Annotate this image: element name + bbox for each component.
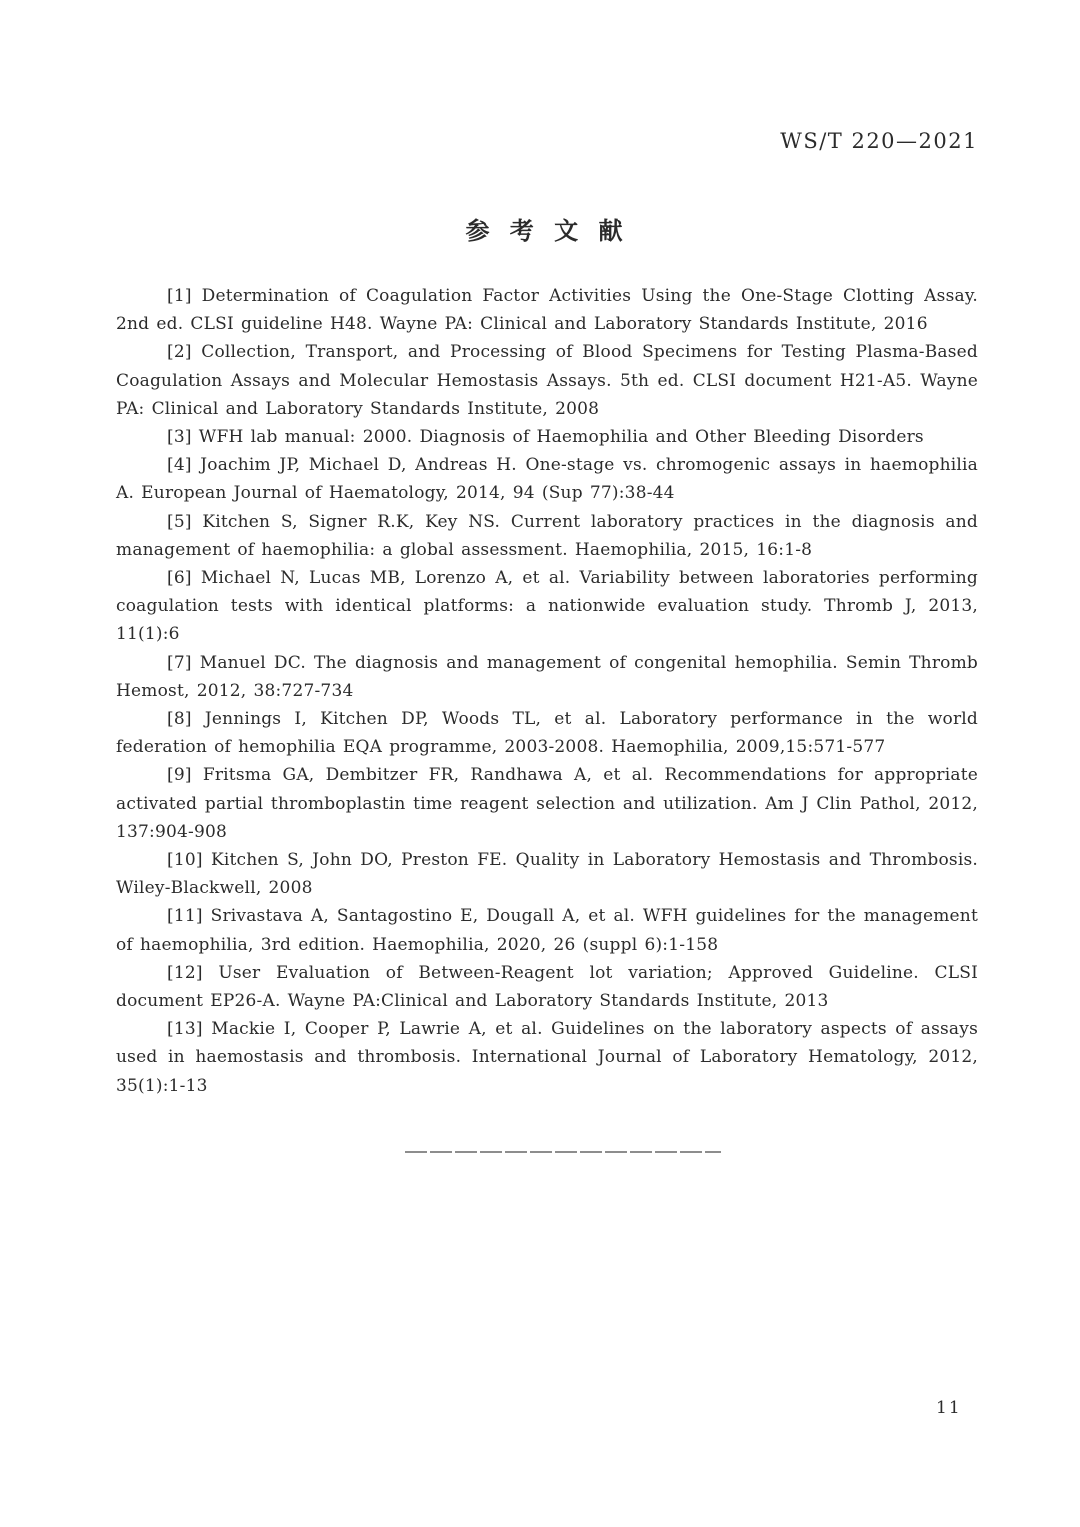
standard-number-header: WS/T 220—2021 <box>780 129 978 153</box>
reference-item: [2] Collection, Transport, and Processing of Blood Specimens for Testing Plasma-Based Coagulation Assays and Molecular Hemostasis Assays. 5th ed. CLSI document H21-A5. Wayne PA: Clinical and Laboratory Standards Institute, 2008 <box>116 342 978 419</box>
reference-item: [3] WFH lab manual: 2000. Diagnosis of Haemophilia and Other Bleeding Disorders <box>167 427 924 448</box>
references-list <box>116 282 978 1100</box>
reference-item: [5] Kitchen S, Signer R.K, Key NS. Current laboratory practices in the diagnosis and management of haemophilia: a global assessment. Haemophilia, 2015, 16:1-8 <box>116 511 978 560</box>
reference-item: [7] Manuel DC. The diagnosis and management of congenital hemophilia. Semin Thromb Hemost, 2012, 38:727-734 <box>116 652 978 701</box>
reference-item: [13] Mackie I, Cooper P, Lawrie A, et al. Guidelines on the laboratory aspects of assays used in haemostasis and thrombosis. International Journal of Laboratory Hematology, 2012, 35(1):1-13 <box>116 1019 978 1096</box>
reference-item: [10] Kitchen S, John DO, Preston FE. Quality in Laboratory Hemostasis and Thrombosis. Wiley-Blackwell, 2008 <box>116 850 978 899</box>
reference-item: [1] Determination of Coagulation Factor Activities Using the One-Stage Clotting Assay. 2nd ed. CLSI guideline H48. Wayne PA: Clinical and Laboratory Standards Institute, 2016 <box>116 286 978 335</box>
page-number: 11 <box>936 1398 962 1418</box>
reference-item: [12] User Evaluation of Between-Reagent lot variation; Approved Guideline. CLSI document EP26-A. Wayne PA:Clinical and Laboratory Standards Institute, 2013 <box>116 962 978 1012</box>
reference-item: [9] Fritsma GA, Dembitzer FR, Randhawa A, et al. Recommendations for appropriate activated partial thromboplastin time reagent selection and utilization. Am J Clin Pathol, 2012, 137:904-908 <box>116 765 978 842</box>
reference-item: [6] Michael N, Lucas MB, Lorenzo A, et al. Variability between laboratories performing coagulation tests with identical platforms: a nationwide evaluation study. Thromb J, 2013, 11(1):6 <box>116 568 978 645</box>
page-title: 参 考 文 献 <box>465 216 629 245</box>
reference-item: [8] Jennings I, Kitchen DP, Woods TL, et al. Laboratory performance in the world federation of hemophilia EQA programme, 2003-2008. Haemophilia, 2009,15:571-577 <box>116 709 978 758</box>
reference-item: [11] Srivastava A, Santagostino E, Dougall A, et al. WFH guidelines for the management of haemophilia, 3rd edition. Haemophilia, 2020, 26 (suppl 6):1-158 <box>116 906 978 955</box>
reference-item: [4] Joachim JP, Michael D, Andreas H. One-stage vs. chromogenic assays in haemophilia A. European Journal of Haematology, 2014, 94 (Sup 77):38-44 <box>116 455 978 504</box>
end-of-text-divider <box>405 1151 721 1153</box>
